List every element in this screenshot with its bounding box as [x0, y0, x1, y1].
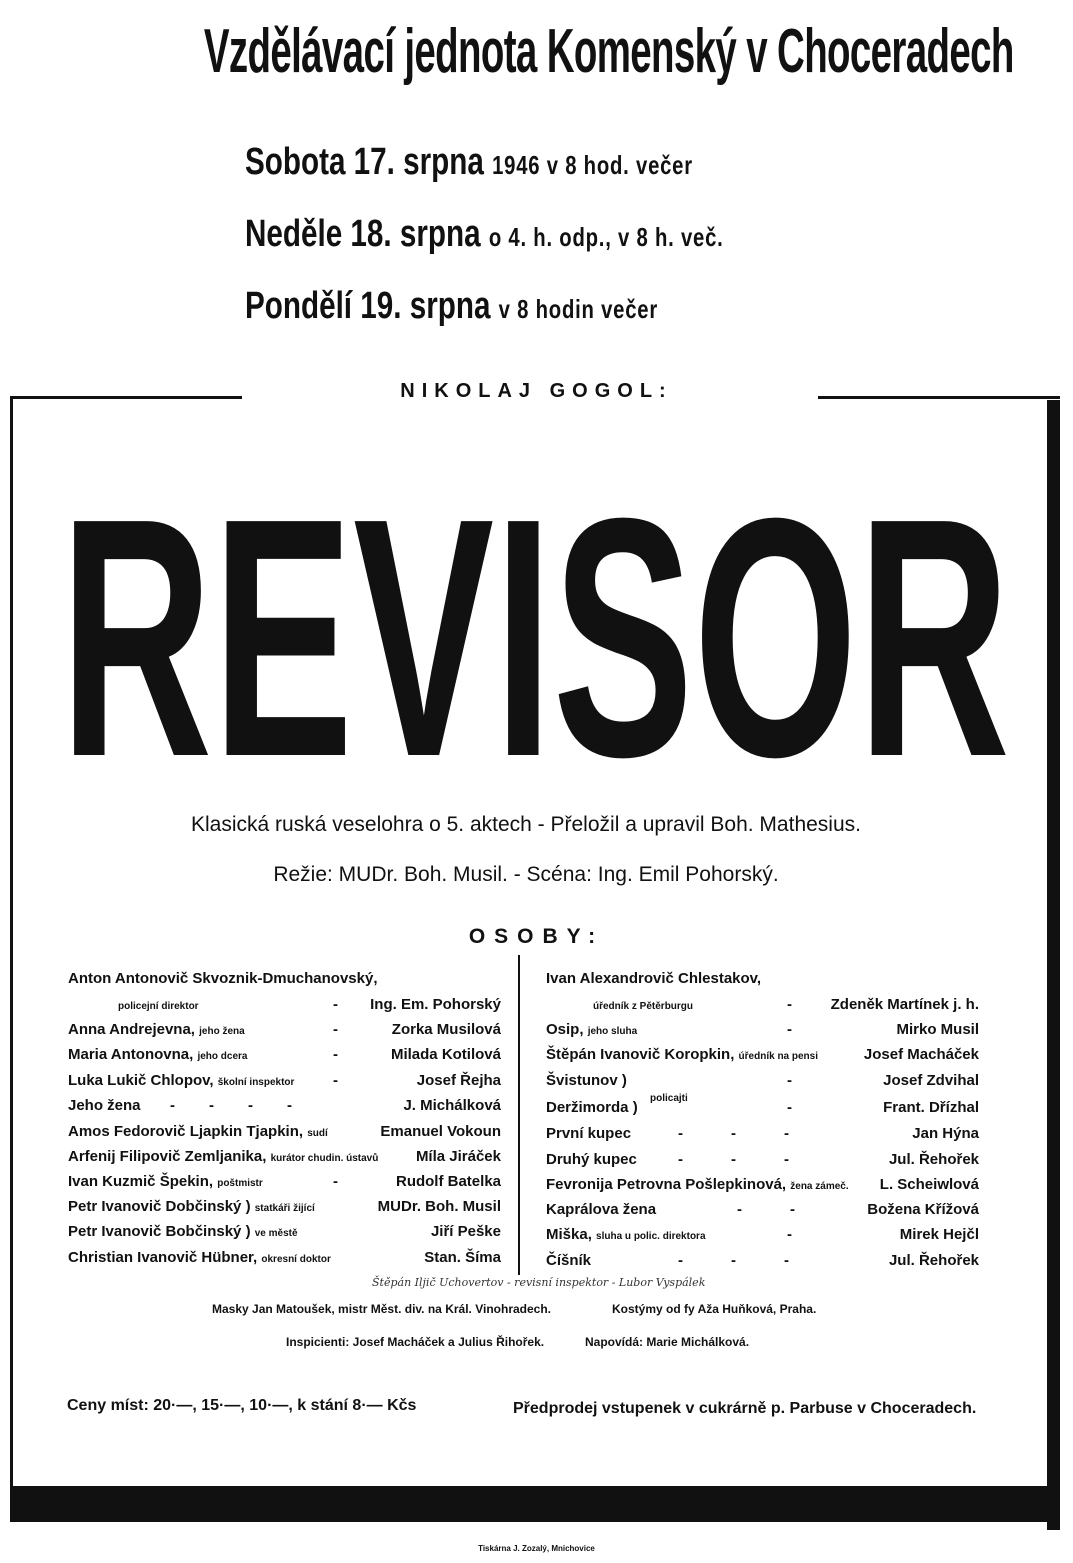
- frame-top-right-rule: [818, 396, 1060, 399]
- dash: -: [333, 1021, 338, 1038]
- cast-row: [546, 1252, 591, 1269]
- frame-bottom-bar: [10, 1486, 1060, 1522]
- role-name: Štěpán Ivanovič Koropkin,: [546, 1046, 735, 1063]
- actor-name: Mirek Hejčl: [899, 1226, 979, 1243]
- role-name: Číšník: [546, 1252, 592, 1269]
- cast-row: [68, 1097, 141, 1114]
- role-name: Petr Ivanovič Bobčinský ): [68, 1223, 251, 1240]
- role-note: jeho sluha: [587, 1026, 638, 1037]
- dash: -: [787, 1072, 792, 1089]
- cast-row: [68, 1173, 263, 1190]
- role-name: Kaprálova žena: [546, 1201, 657, 1218]
- dash: -: [333, 1072, 338, 1089]
- role-note: úředník z Pětěrburgu: [593, 1001, 694, 1012]
- role-name: Christian Ivanovič Hübner,: [68, 1249, 258, 1266]
- actor-name: Milada Kotilová: [390, 1046, 501, 1063]
- cast-row: [546, 1099, 638, 1116]
- cast-row: [68, 1072, 294, 1089]
- role-name: Petr Ivanovič Dobčinský ): [68, 1198, 251, 1215]
- actor-name: Jul. Řehořek: [888, 1151, 979, 1168]
- actor-name: Josef Macháček: [863, 1046, 979, 1063]
- role-name: První kupec: [546, 1125, 632, 1142]
- actor-name: L. Scheiwlová: [879, 1176, 979, 1193]
- play-title-text: REVISOR: [60, 455, 1010, 760]
- organizer-heading: Vzdělávací jednota Komenský v Choceradech: [203, 17, 1014, 86]
- role-name: Ivan Kuzmič Špekin,: [68, 1173, 214, 1190]
- actor-name: Frant. Dřízhal: [883, 1099, 979, 1116]
- role-name: Ivan Alexandrovič Chlestakov,: [546, 970, 762, 987]
- dash-leader: ---: [678, 1151, 837, 1168]
- date-line-1: [245, 140, 693, 187]
- play-title: [55, 455, 1015, 760]
- cast-row: [68, 1046, 248, 1063]
- role-name: Švistunov ): [546, 1072, 627, 1089]
- handwritten-note: Štěpán Iljič Uchovertov - revisní inspektor - Lubor Vyspálek: [372, 1276, 706, 1289]
- cast-row: [68, 1223, 298, 1240]
- role-note: statkáři žijící: [254, 1203, 315, 1214]
- role-name: Osip,: [546, 1021, 584, 1038]
- cast-row: [546, 1125, 631, 1142]
- dash: -: [787, 996, 792, 1013]
- role-note: policajti: [650, 1093, 688, 1104]
- role-note: kurátor chudin. ústavů: [270, 1153, 379, 1164]
- stage-managers-credit: Inspicienti: Josef Macháček a Julius Řihořek.: [286, 1335, 545, 1349]
- actor-name: Stan. Šíma: [424, 1249, 501, 1266]
- cast-row: [546, 1046, 818, 1063]
- actor-name: Josef Zdvihal: [883, 1072, 979, 1089]
- role-note: žena zámeč.: [790, 1181, 849, 1192]
- date-day: Neděle 18. srpna: [245, 213, 481, 255]
- dash: -: [333, 996, 338, 1013]
- frame-left-rule: [10, 396, 13, 1522]
- role-note: úředník na pensi: [738, 1051, 819, 1062]
- dash: -: [333, 1173, 338, 1190]
- date-time: o 4. h. odp., v 8 h. več.: [488, 222, 724, 252]
- costumes-credit: Kostýmy od fy Aža Huňková, Praha.: [612, 1302, 817, 1316]
- cast-row: [546, 1151, 637, 1168]
- role-note: poštmistr: [217, 1178, 263, 1189]
- actor-name: Emanuel Vokoun: [380, 1123, 501, 1140]
- cast-row: [68, 1123, 328, 1140]
- play-subtitle: Klasická ruská veselohra o 5. aktech - Přeložil a upravil Boh. Mathesius.: [191, 813, 861, 836]
- actor-name: J. Michálková: [403, 1097, 501, 1114]
- actor-name: Rudolf Batelka: [395, 1173, 501, 1190]
- date-line-2: [245, 212, 724, 259]
- date-line-3: [245, 284, 658, 331]
- cast-row: [68, 1198, 315, 1215]
- dash-leader: ---: [678, 1252, 837, 1269]
- actor-name: Jan Hýna: [912, 1125, 979, 1142]
- author-name: NIKOLAJ GOGOL:: [400, 380, 673, 402]
- actor-name: Jiří Peške: [430, 1223, 501, 1240]
- date-day: Sobota 17. srpna: [245, 141, 484, 183]
- role-name: Anton Antonovič Skvoznik-Dmuchanovský,: [68, 970, 378, 987]
- actor-name: Božena Křížová: [867, 1201, 979, 1218]
- cast-column-divider: [518, 955, 520, 1275]
- presale-info: Předprodej vstupenek v cukrárně p. Parbuse v Choceradech.: [513, 1400, 977, 1417]
- role-name: Miška,: [546, 1226, 592, 1243]
- cast-row: [68, 1148, 378, 1165]
- role-note: okresní doktor: [261, 1254, 331, 1265]
- cast-heading: OSOBY:: [468, 925, 605, 948]
- masks-credit: Masky Jan Matoušek, mistr Měst. div. na Král. Vinohradech.: [212, 1302, 551, 1316]
- role-note: sluha u polic. direktora: [596, 1231, 706, 1242]
- dash: -: [787, 1226, 792, 1243]
- date-day: Pondělí 19. srpna: [245, 285, 491, 327]
- ticket-prices: Ceny míst: 20·—, 15·—, 10·—, k stání 8·— Kčs: [67, 1397, 417, 1414]
- role-note: jeho dcera: [197, 1051, 248, 1062]
- dash-leader: ---: [678, 1125, 837, 1142]
- dash: -: [787, 1021, 792, 1038]
- actor-name: Josef Řejha: [416, 1072, 501, 1089]
- dash-leader: --: [737, 1201, 843, 1218]
- cast-row: [546, 1072, 627, 1089]
- cast-row: [68, 1021, 245, 1038]
- role-name: Deržimorda ): [546, 1099, 638, 1116]
- cast-row: [546, 970, 761, 987]
- dash: -: [333, 1046, 338, 1063]
- role-name: Luka Lukič Chlopov,: [68, 1072, 214, 1089]
- frame-top-left-rule: [10, 396, 242, 399]
- cast-row: [546, 1226, 706, 1243]
- actor-name: Mirko Musil: [896, 1021, 979, 1038]
- role-name: Arfenij Filipovič Zemljanika,: [68, 1148, 267, 1165]
- role-note: sudí: [307, 1128, 328, 1139]
- actor-name: Zorka Musilová: [391, 1021, 501, 1038]
- production-credits: Režie: MUDr. Boh. Musil. - Scéna: Ing. Emil Pohorský.: [273, 863, 779, 886]
- printer-credit: Tiskárna J. Zozalý, Mnichovice: [478, 1544, 595, 1553]
- date-time: v 8 hodin večer: [498, 294, 659, 324]
- role-note: školní inspektor: [217, 1077, 295, 1088]
- actor-name: Míla Jiráček: [415, 1148, 501, 1165]
- cast-row: [68, 970, 378, 987]
- role-name: Amos Fedorovič Ljapkin Tjapkin,: [68, 1123, 304, 1140]
- actor-name: Jul. Řehořek: [888, 1252, 979, 1269]
- frame-right-rule: [1047, 400, 1060, 1530]
- role-name: Druhý kupec: [546, 1151, 637, 1168]
- role-name: Anna Andrejevna,: [68, 1021, 195, 1038]
- actor-name: Zdeněk Martínek j. h.: [830, 996, 979, 1013]
- cast-row: [546, 1176, 849, 1193]
- role-name: Fevronija Petrovna Pošlepkinová,: [546, 1176, 787, 1193]
- role-note: ve městě: [254, 1228, 298, 1239]
- dash: -: [787, 1099, 792, 1116]
- role-name: Maria Antonovna,: [68, 1046, 194, 1063]
- cast-row: [546, 1201, 656, 1218]
- dash-leader: ----: [170, 1097, 326, 1114]
- role-note: policejní direktor: [118, 1001, 199, 1012]
- role-name: Jeho žena: [68, 1097, 141, 1114]
- cast-row: [68, 1249, 331, 1266]
- prompter-credit: Napovídá: Marie Michálková.: [585, 1335, 750, 1349]
- role-note: jeho žena: [199, 1026, 245, 1037]
- cast-row: [546, 1021, 637, 1038]
- actor-name: Ing. Em. Pohorský: [370, 996, 501, 1013]
- date-time: 1946 v 8 hod. večer: [492, 150, 693, 180]
- actor-name: MUDr. Boh. Musil: [377, 1198, 501, 1215]
